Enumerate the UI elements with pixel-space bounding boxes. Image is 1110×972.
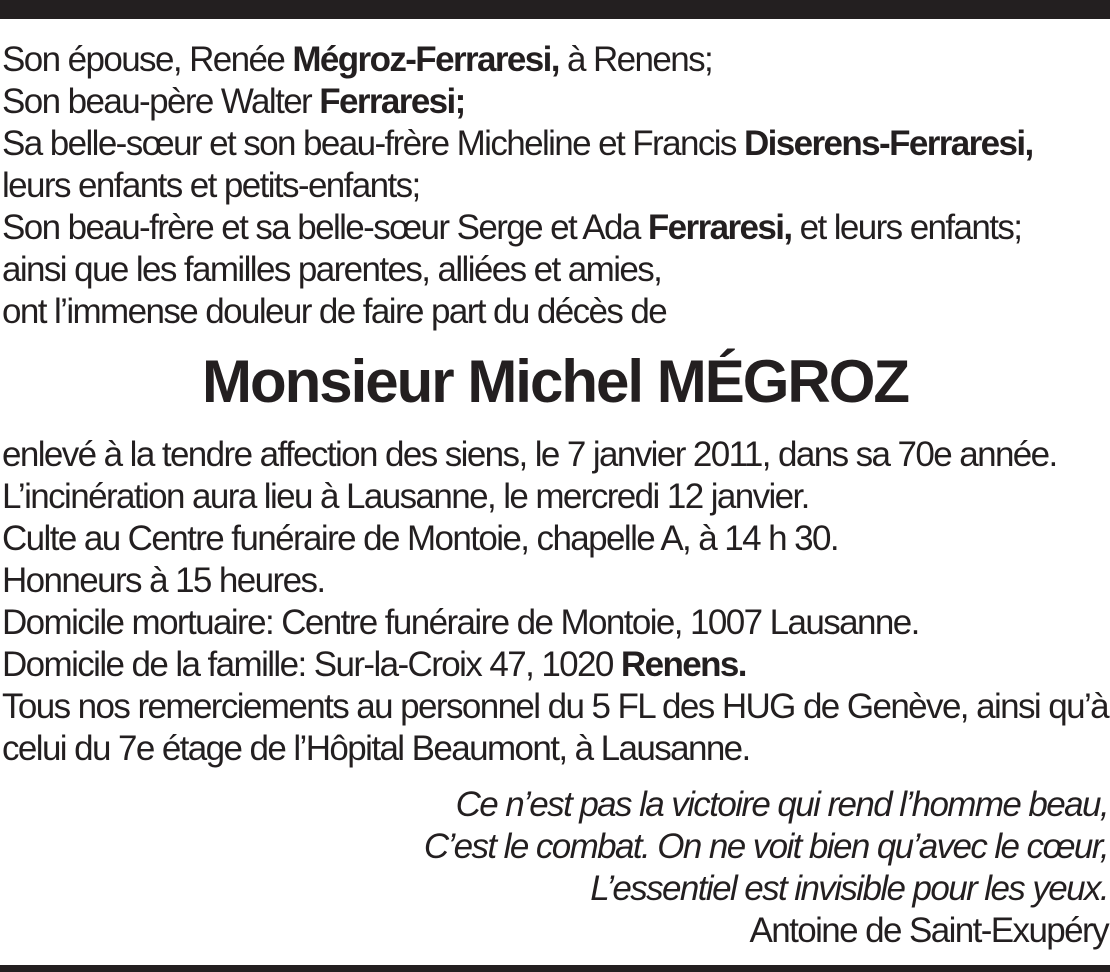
family-surname: Ferraresi, xyxy=(647,208,792,247)
deceased-name-text: Monsieur Michel MÉGROZ xyxy=(201,348,909,415)
announcement-line-sister-in-law xyxy=(2,123,1108,165)
details-line-passing: enlevé à la tendre affection des siens, le 7 janvier 2011, dans sa 70e année. xyxy=(2,435,1057,474)
details-line-service: Culte au Centre funéraire de Montoie, chapelle A, à 14 h 30. xyxy=(2,519,838,558)
family-surname: Ferraresi; xyxy=(319,82,465,121)
details-line-family-address xyxy=(2,644,1108,686)
line-text: leurs enfants et petits-enfants; xyxy=(2,166,420,205)
announcement-line-families xyxy=(2,249,1108,291)
line-text: Son épouse, Renée xyxy=(2,40,293,79)
line-text: Son beau-père Walter xyxy=(2,82,320,121)
quote-line: L’essentiel est invisible pour les yeux. xyxy=(590,869,1108,908)
bottom-border-rule xyxy=(0,965,1110,972)
town-name: Renens. xyxy=(620,645,746,684)
announcement-line-spouse xyxy=(2,39,1108,81)
line-text: à Renens; xyxy=(558,40,713,79)
announcement-line-father-in-law xyxy=(2,81,1108,123)
details-thanks-paragraph: Tous nos remerciements au personnel du 5 FL des HUG de Genève, ainsi qu’à celui du 7e étage de l’Hôpital Beaumont, à Lausanne. xyxy=(2,687,1108,768)
line-text: ainsi que les familles parentes, alliées et amies, xyxy=(2,250,662,289)
announcement-line-children xyxy=(2,165,1108,207)
family-surname: Diserens-Ferraresi, xyxy=(743,124,1033,163)
details-line-honours: Honneurs à 15 heures. xyxy=(2,561,325,600)
line-text: Domicile de la famille: Sur-la-Croix 47, 1020 xyxy=(2,645,621,684)
announcement-line-brother-in-law xyxy=(2,207,1108,249)
family-announcement xyxy=(2,39,1108,333)
line-text: Son beau-frère et sa belle-sœur Serge et Ada xyxy=(2,208,648,247)
memorial-quote xyxy=(208,784,1108,952)
deceased-name-heading xyxy=(0,340,1110,424)
quote-author: Antoine de Saint-Exupéry xyxy=(749,911,1108,950)
details-line-mortuary: Domicile mortuaire: Centre funéraire de Montoie, 1007 Lausanne. xyxy=(2,603,919,642)
family-surname: Mégroz-Ferraresi, xyxy=(292,40,559,79)
announcement-line-sorrow xyxy=(2,291,1108,333)
quote-line: C’est le combat. On ne voit bien qu’avec le cœur, xyxy=(423,827,1108,866)
quote-line: Ce n’est pas la victoire qui rend l’homme beau, xyxy=(455,785,1108,824)
line-text: et leurs enfants; xyxy=(791,208,1022,247)
top-border-rule xyxy=(0,0,1110,19)
details-line-cremation: L’incinération aura lieu à Lausanne, le mercredi 12 janvier. xyxy=(2,477,809,516)
line-text: ont l’immense douleur de faire part du décès de xyxy=(2,292,667,331)
line-text: Sa belle-sœur et son beau-frère Micheline et Francis xyxy=(2,124,744,163)
funeral-details xyxy=(2,434,1108,770)
